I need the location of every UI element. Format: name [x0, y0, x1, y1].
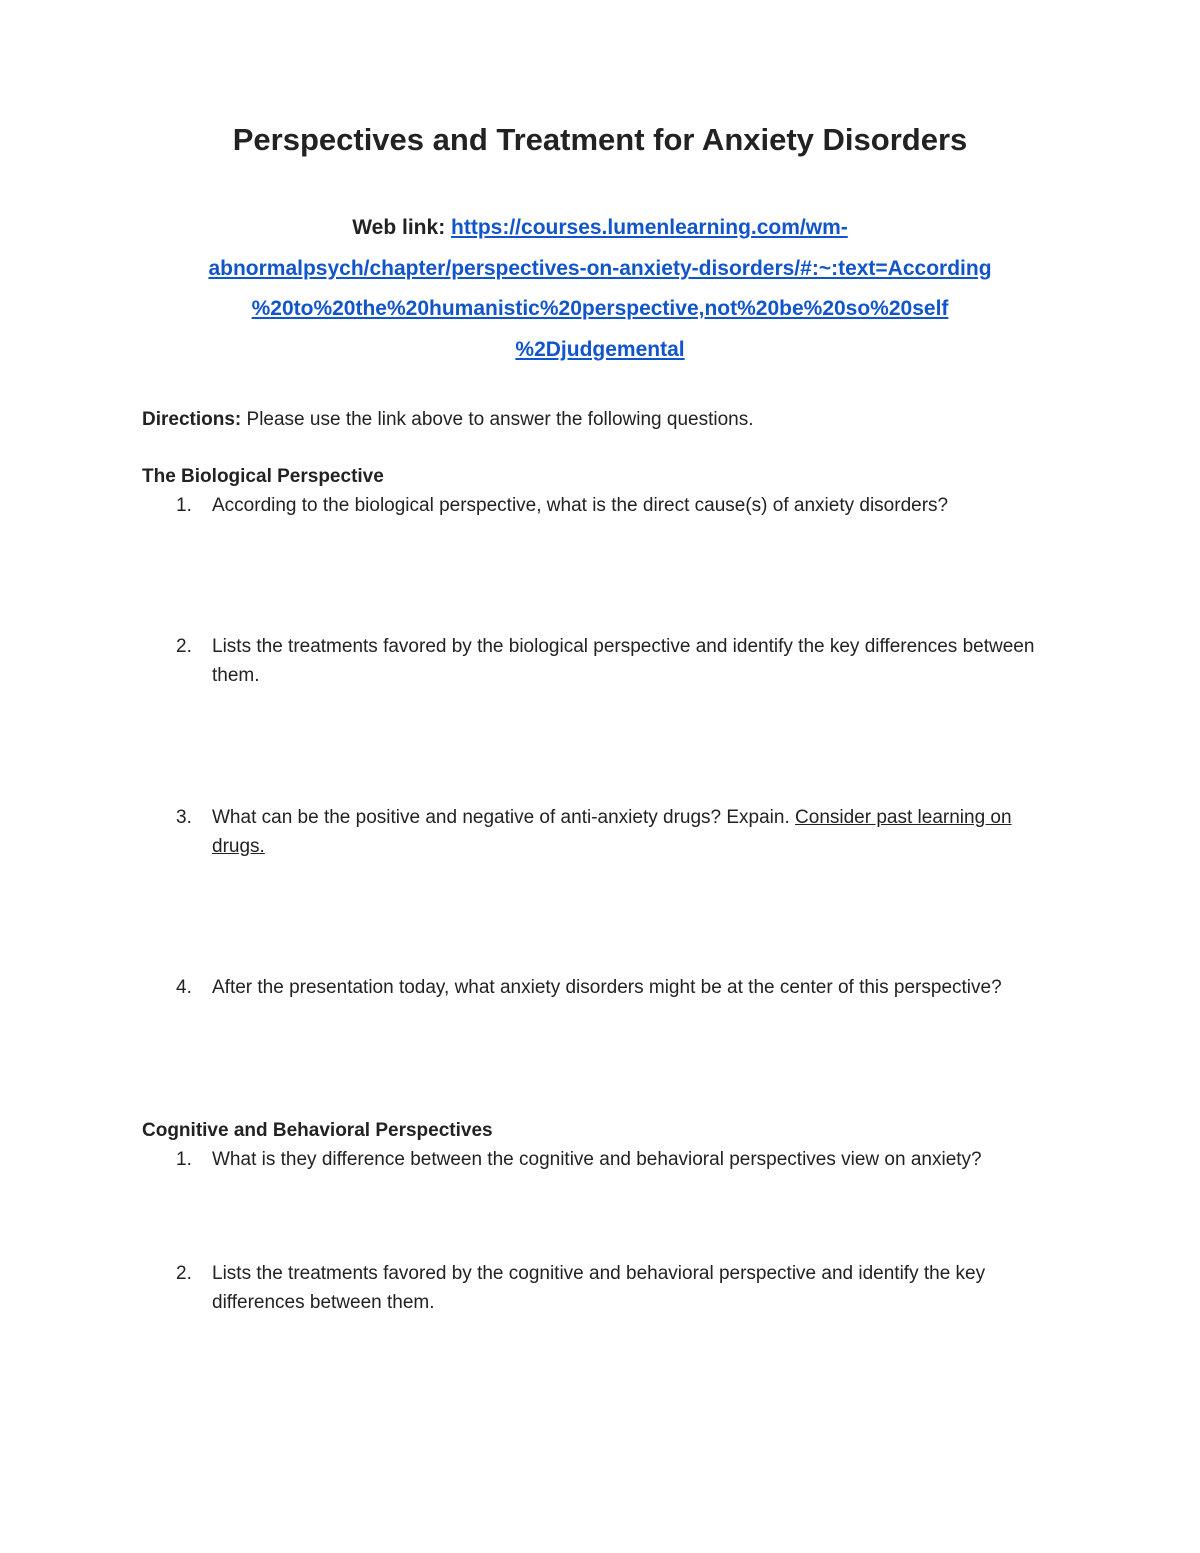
- question-item: [142, 633, 1062, 690]
- question-text: Lists the treatments favored by the biological perspective and identify the key differences between them.: [212, 636, 1035, 686]
- question-number: 1.: [176, 495, 192, 516]
- question-item: [142, 1146, 1062, 1175]
- question-item: [142, 974, 1062, 1003]
- web-link-line-3: %20to%20the%20humanistic%20perspective,not%20be%20so%20self: [251, 297, 949, 320]
- web-link-line-1: https://courses.lumenlearning.com/wm-: [451, 216, 848, 239]
- web-link-block: [140, 208, 1060, 370]
- question-number: 2.: [176, 636, 192, 657]
- question-text: After the presentation today, what anxiety disorders might be at the center of this perspective?: [212, 977, 1002, 998]
- page-title: Perspectives and Treatment for Anxiety Disorders: [232, 122, 968, 157]
- web-link-line-2: abnormalpsych/chapter/perspectives-on-anxiety-disorders/#:~:text=According: [208, 256, 992, 280]
- question-underlined-note: Consider past learning on drugs.: [212, 807, 1012, 857]
- section-heading-cognitive-behavioral: Cognitive and Behavioral Perspectives: [142, 1120, 493, 1141]
- question-number: 4.: [176, 977, 192, 998]
- section-heading-biological: The Biological Perspective: [142, 466, 384, 487]
- question-number: 2.: [176, 1263, 192, 1284]
- question-text: Lists the treatments favored by the cognitive and behavioral perspective and identify the key differences between them.: [212, 1263, 986, 1313]
- directions: [142, 406, 754, 434]
- question-number: 1.: [176, 1149, 192, 1170]
- question-number: 3.: [176, 807, 192, 828]
- web-link-url[interactable]: [208, 216, 991, 361]
- question-text: According to the biological perspective, what is the direct cause(s) of anxiety disorders?: [212, 495, 949, 516]
- question-item: [142, 804, 1062, 861]
- question-text: What can be the positive and negative of anti-anxiety drugs? Expain.: [212, 807, 790, 828]
- directions-text: Please use the link above to answer the following questions.: [246, 409, 754, 430]
- web-link-line-4: %2Djudgemental: [515, 337, 685, 361]
- question-item: [142, 1260, 1062, 1317]
- question-item: [142, 492, 1062, 521]
- question-text: What is they difference between the cognitive and behavioral perspectives view on anxiety?: [212, 1149, 982, 1170]
- directions-label: Directions:: [142, 409, 242, 430]
- web-link-label: Web link:: [352, 216, 446, 239]
